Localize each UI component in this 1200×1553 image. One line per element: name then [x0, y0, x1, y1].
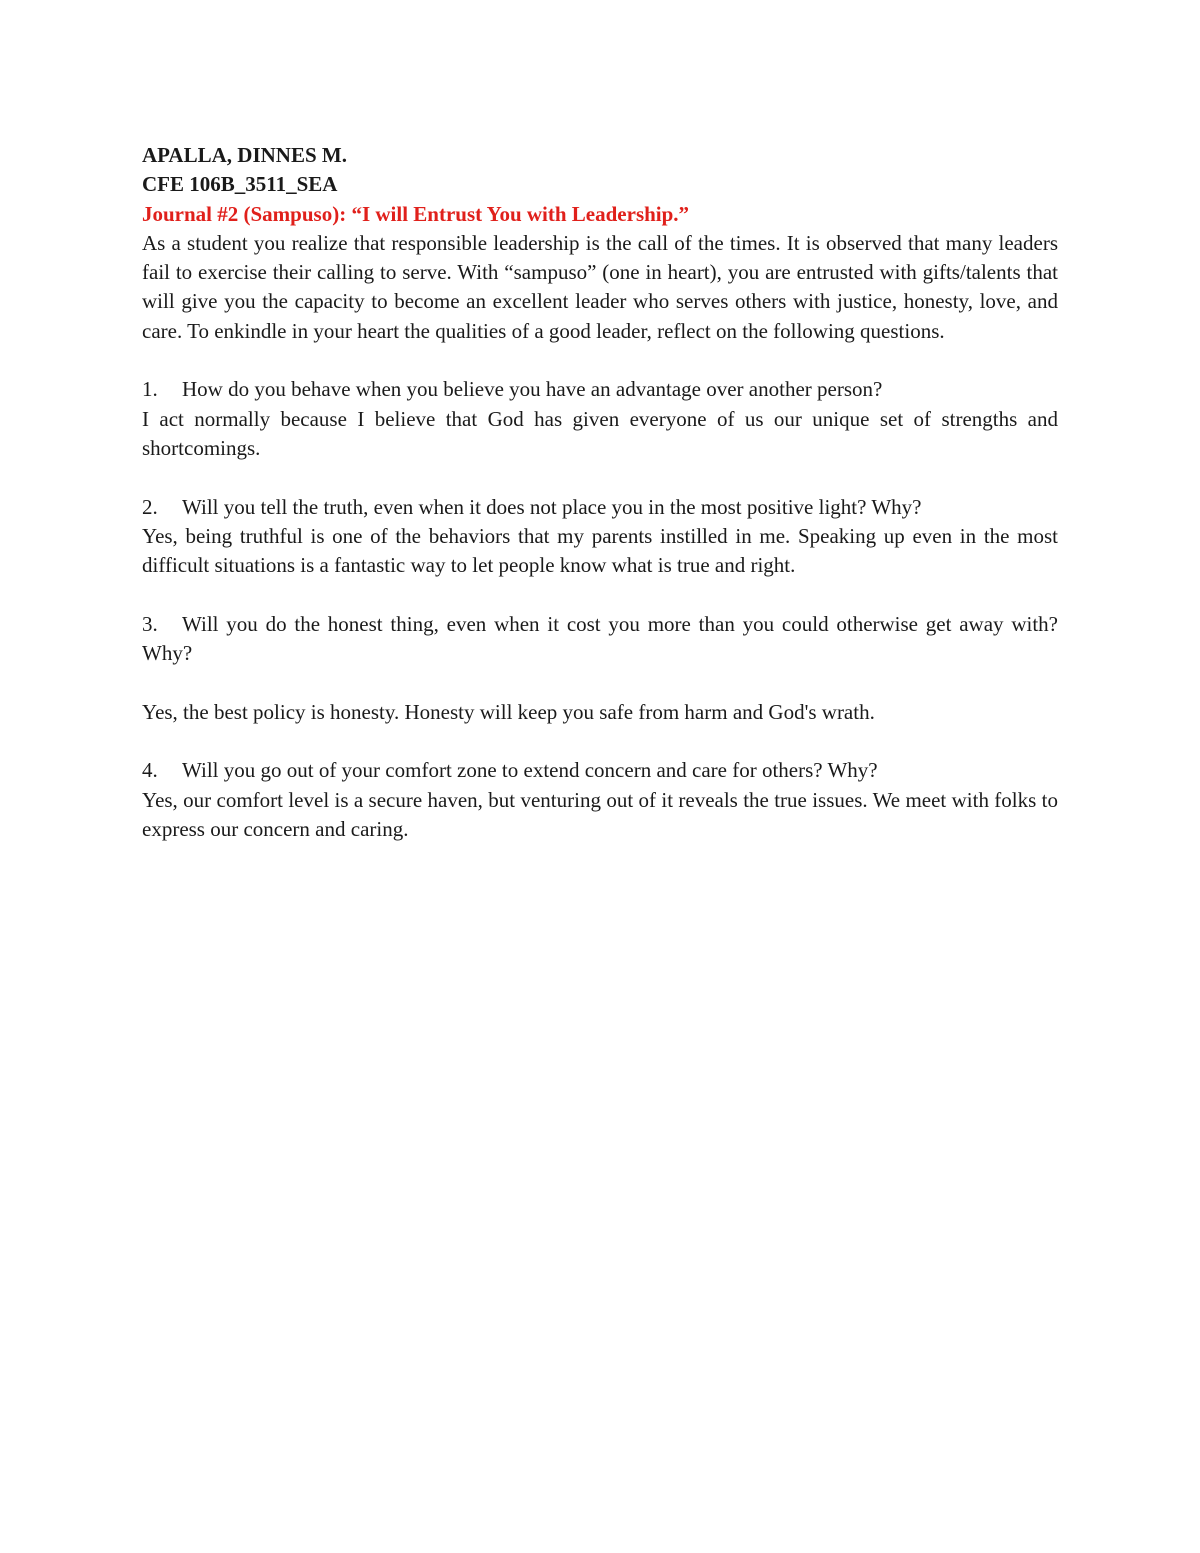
course-code: CFE 106B_3511_SEA — [142, 172, 338, 197]
question-block-2 — [142, 493, 1058, 581]
question-number: 4. — [142, 758, 158, 783]
question-block-1 — [142, 375, 1058, 463]
question-2 — [142, 493, 1058, 522]
answer-3: Yes, the best policy is honesty. Honesty will keep you safe from harm and God's wrath. — [142, 699, 875, 724]
question-4 — [142, 756, 1058, 785]
question-text: Will you tell the truth, even when it does not place you in the most positive light? Why? — [182, 494, 922, 519]
question-text: Will you go out of your comfort zone to extend concern and care for others? Why? — [182, 758, 878, 783]
question-block-4 — [142, 756, 1058, 844]
question-1 — [142, 375, 1058, 404]
question-block-3 — [142, 610, 1058, 727]
question-text: How do you behave when you believe you have an advantage over another person? — [182, 377, 883, 402]
question-number: 2. — [142, 494, 158, 519]
question-3 — [142, 610, 1058, 669]
document-body — [142, 141, 1058, 844]
answer-4: Yes, our comfort level is a secure haven, but venturing out of it reveals the true issues. We meet with folks to express our concern and caring. — [142, 787, 1058, 841]
question-number: 3. — [142, 611, 158, 636]
question-text: Will you do the honest thing, even when it cost you more than you could otherwise get away with? Why? — [142, 611, 1058, 666]
answer-1: I act normally because I believe that God has given everyone of us our unique set of strengths and shortcomings. — [142, 406, 1058, 460]
question-number: 1. — [142, 377, 158, 402]
journal-title: Journal #2 (Sampuso): “I will Entrust You with Leadership.” — [142, 201, 690, 226]
intro-paragraph: As a student you realize that responsible leadership is the call of the times. It is observed that many leaders fail to exercise their calling to serve. With “sampuso” (one in heart), you are entrusted with gifts/talents that will give you the capacity to become an excellent leader who serves others with justice, honesty, love, and care. To enkindle in your heart the qualities of a good leader, reflect on the following questions. — [142, 230, 1058, 343]
answer-2: Yes, being truthful is one of the behaviors that my parents instilled in me. Speaking up even in the most difficult situations is a fantastic way to let people know what is true and right. — [142, 523, 1058, 578]
student-name: APALLA, DINNES M. — [142, 143, 347, 167]
